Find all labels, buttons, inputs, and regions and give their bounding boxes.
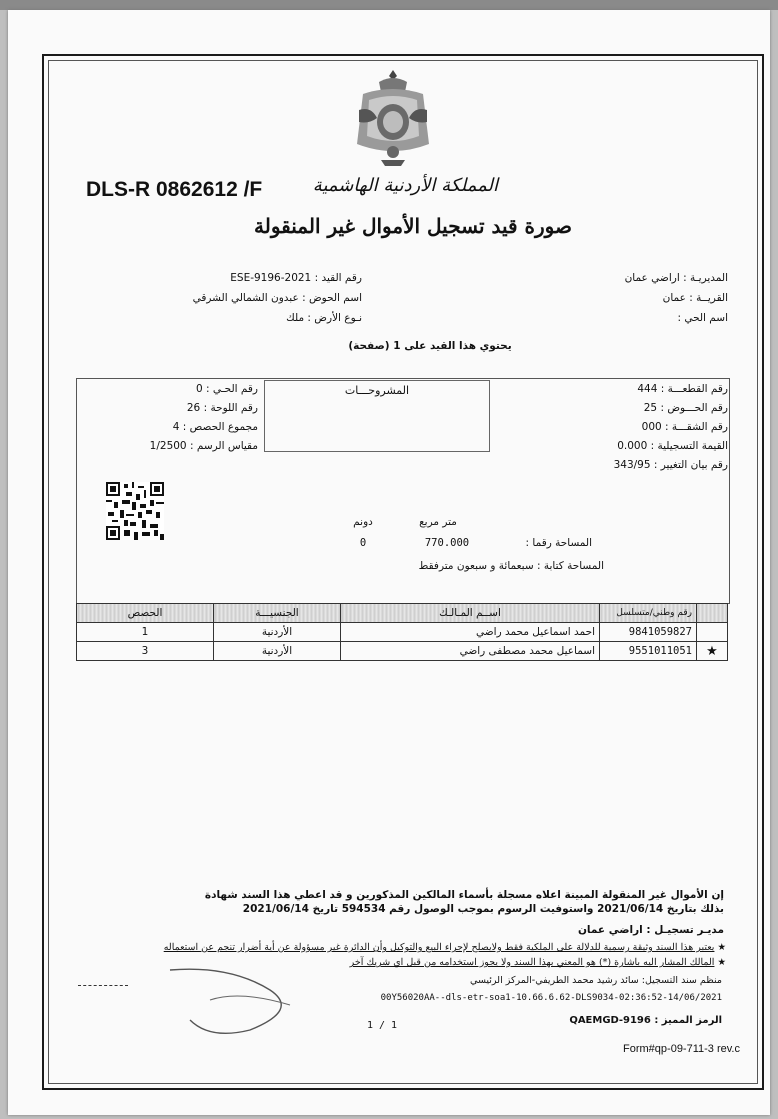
registration-value: القيمة التسجيلية : 0.000	[617, 440, 728, 452]
dashed-line	[78, 985, 128, 986]
map-scale: مقياس الرسم : 1/2500	[149, 440, 258, 452]
certification-text	[96, 888, 724, 916]
table-row	[77, 642, 728, 661]
id-header: رقم وطني/متسلسل	[600, 604, 697, 623]
projects-box	[264, 380, 490, 452]
owner-name: اسماعيل محمد مصطفى راضي	[341, 642, 600, 661]
owner-nationality: الأردنية	[214, 642, 341, 661]
document-title: صورة قيد تسجيل الأموال غير المنقولة	[254, 214, 572, 238]
trace-string: 00Y56020AA--dls-etr-soa1-10.66.6.62-DLS9034-02:36:52-14/06/2021	[380, 993, 722, 1003]
form-number: Form#qp-09-711-3 rev.c	[623, 1043, 740, 1055]
notice-1: ★ يعتبر هذا السند وثيقة رسمية للدلالة على الملكية فقط ولايصلح لإجراء البيع والتوكيل وأن الدائرة غير مسؤولة عن أية أضرار تنجم عن استعماله	[163, 942, 726, 953]
area-dunum: 0	[359, 537, 367, 549]
notice-1-text: يعتبر هذا السند وثيقة رسمية للدلالة على الملكية فقط ولايصلح لإجراء البيع والتوكيل وأن الدائرة غير مسؤولة عن أية أضرار تنجم عن استعماله	[163, 942, 715, 953]
owner-nationality: الأردنية	[214, 623, 341, 642]
shares-total: مجموع الحصص : 4	[172, 421, 258, 433]
signature	[150, 960, 320, 1040]
land-type: نـوع الأرض : ملك	[286, 312, 362, 324]
board-number: رقم اللوحة : 26	[186, 402, 258, 414]
owner-name-header: اســم المـالـك	[341, 604, 600, 623]
owners-table	[76, 603, 728, 661]
owner-id: 9841059827	[600, 623, 697, 642]
owner-name: احمد اسماعيل محمد راضي	[341, 623, 600, 642]
directorate: المديريـة : اراضي عمان	[624, 272, 728, 284]
qr-code	[106, 482, 164, 540]
document-number	[86, 178, 262, 202]
owners-table-header	[77, 604, 728, 623]
apartment-number: رقم الشقـــة : 000	[641, 421, 728, 433]
owner-shares: 1	[77, 623, 214, 642]
unit-sqm: متر مربع	[419, 516, 457, 528]
info-right-column	[478, 268, 728, 328]
owner-id: 9551011051	[600, 642, 697, 661]
page-number: 1 / 1	[366, 1020, 398, 1031]
kingdom-name: المملكة الأردنية الهاشمية	[312, 175, 498, 196]
parcel-right-column	[533, 380, 728, 475]
certification-line-2: بذلك بتاريخ 2021/06/14 واستوفيت الرسوم بموجب الوصول رقم 594534 تاريخ 2021/06/14	[242, 903, 724, 915]
projects-label: المشروحـــات	[344, 384, 410, 397]
coat-of-arms-emblem	[345, 66, 441, 168]
area-in-words: المساحة كتابة : سبعمائة و سبعون مترفقط	[418, 560, 604, 572]
unique-code: الرمز المميز : 9196-QAEMGD	[569, 1015, 722, 1026]
table-row	[77, 623, 728, 642]
doc-number-text: DLS-R 0862612 /F	[86, 178, 263, 201]
owner-shares: 3	[77, 642, 214, 661]
owner-mark	[697, 623, 728, 642]
unit-dunum: دونم	[353, 516, 373, 528]
top-strip	[0, 0, 778, 10]
plot-number: رقم القطعـــة : 444	[637, 383, 728, 395]
notice-2-text: المالك المشار اليه باشارة (*) هو المعني بهذا السند ولا يجوز استخدامه من قبل اي شريك آخر	[349, 957, 715, 968]
area-sqm: 770.000	[424, 537, 470, 549]
notice-2: ★ المالك المشار اليه باشارة (*) هو المعني بهذا السند ولا يجوز استخدامه من قبل اي شريك آخر	[349, 957, 726, 968]
record-number: رقم القيد : 2021-ESE-9196	[230, 272, 362, 284]
district: اسم الحي :	[677, 312, 728, 324]
nationality-header: الجنسيـــة	[214, 604, 341, 623]
area-label: المساحة رقما :	[525, 537, 592, 549]
hay-number: رقم الحـي : 0	[195, 383, 258, 395]
pages-note: يحتوي هذا القيد على 1 (صفحة)	[348, 340, 512, 352]
basin-number: رقم الحـــوض : 25	[643, 402, 728, 414]
registration-manager: مديـر تسجيـل : اراضي عمان	[577, 924, 724, 936]
change-statement: رقم بيان التغيير : 343/95	[613, 459, 728, 471]
owner-mark: ★	[697, 642, 728, 661]
mark-header	[697, 604, 728, 623]
organizer: منظم سند التسجيل: سائد رشيد محمد الطريفي-المركز الرئيسي	[470, 975, 722, 986]
parcel-left-column	[110, 380, 258, 456]
village: القريــة : عمان	[662, 292, 728, 304]
basin-name: اسم الحوض : عبدون الشمالي الشرقي	[192, 292, 362, 304]
shares-header: الحصص	[77, 604, 214, 623]
info-left-column	[110, 268, 362, 328]
certification-line-1: إن الأموال غير المنقولة المبينة اعلاه مسجلة بأسماء المالكين المذكورين و قد اعطي هذا السند شهادة	[204, 889, 724, 901]
